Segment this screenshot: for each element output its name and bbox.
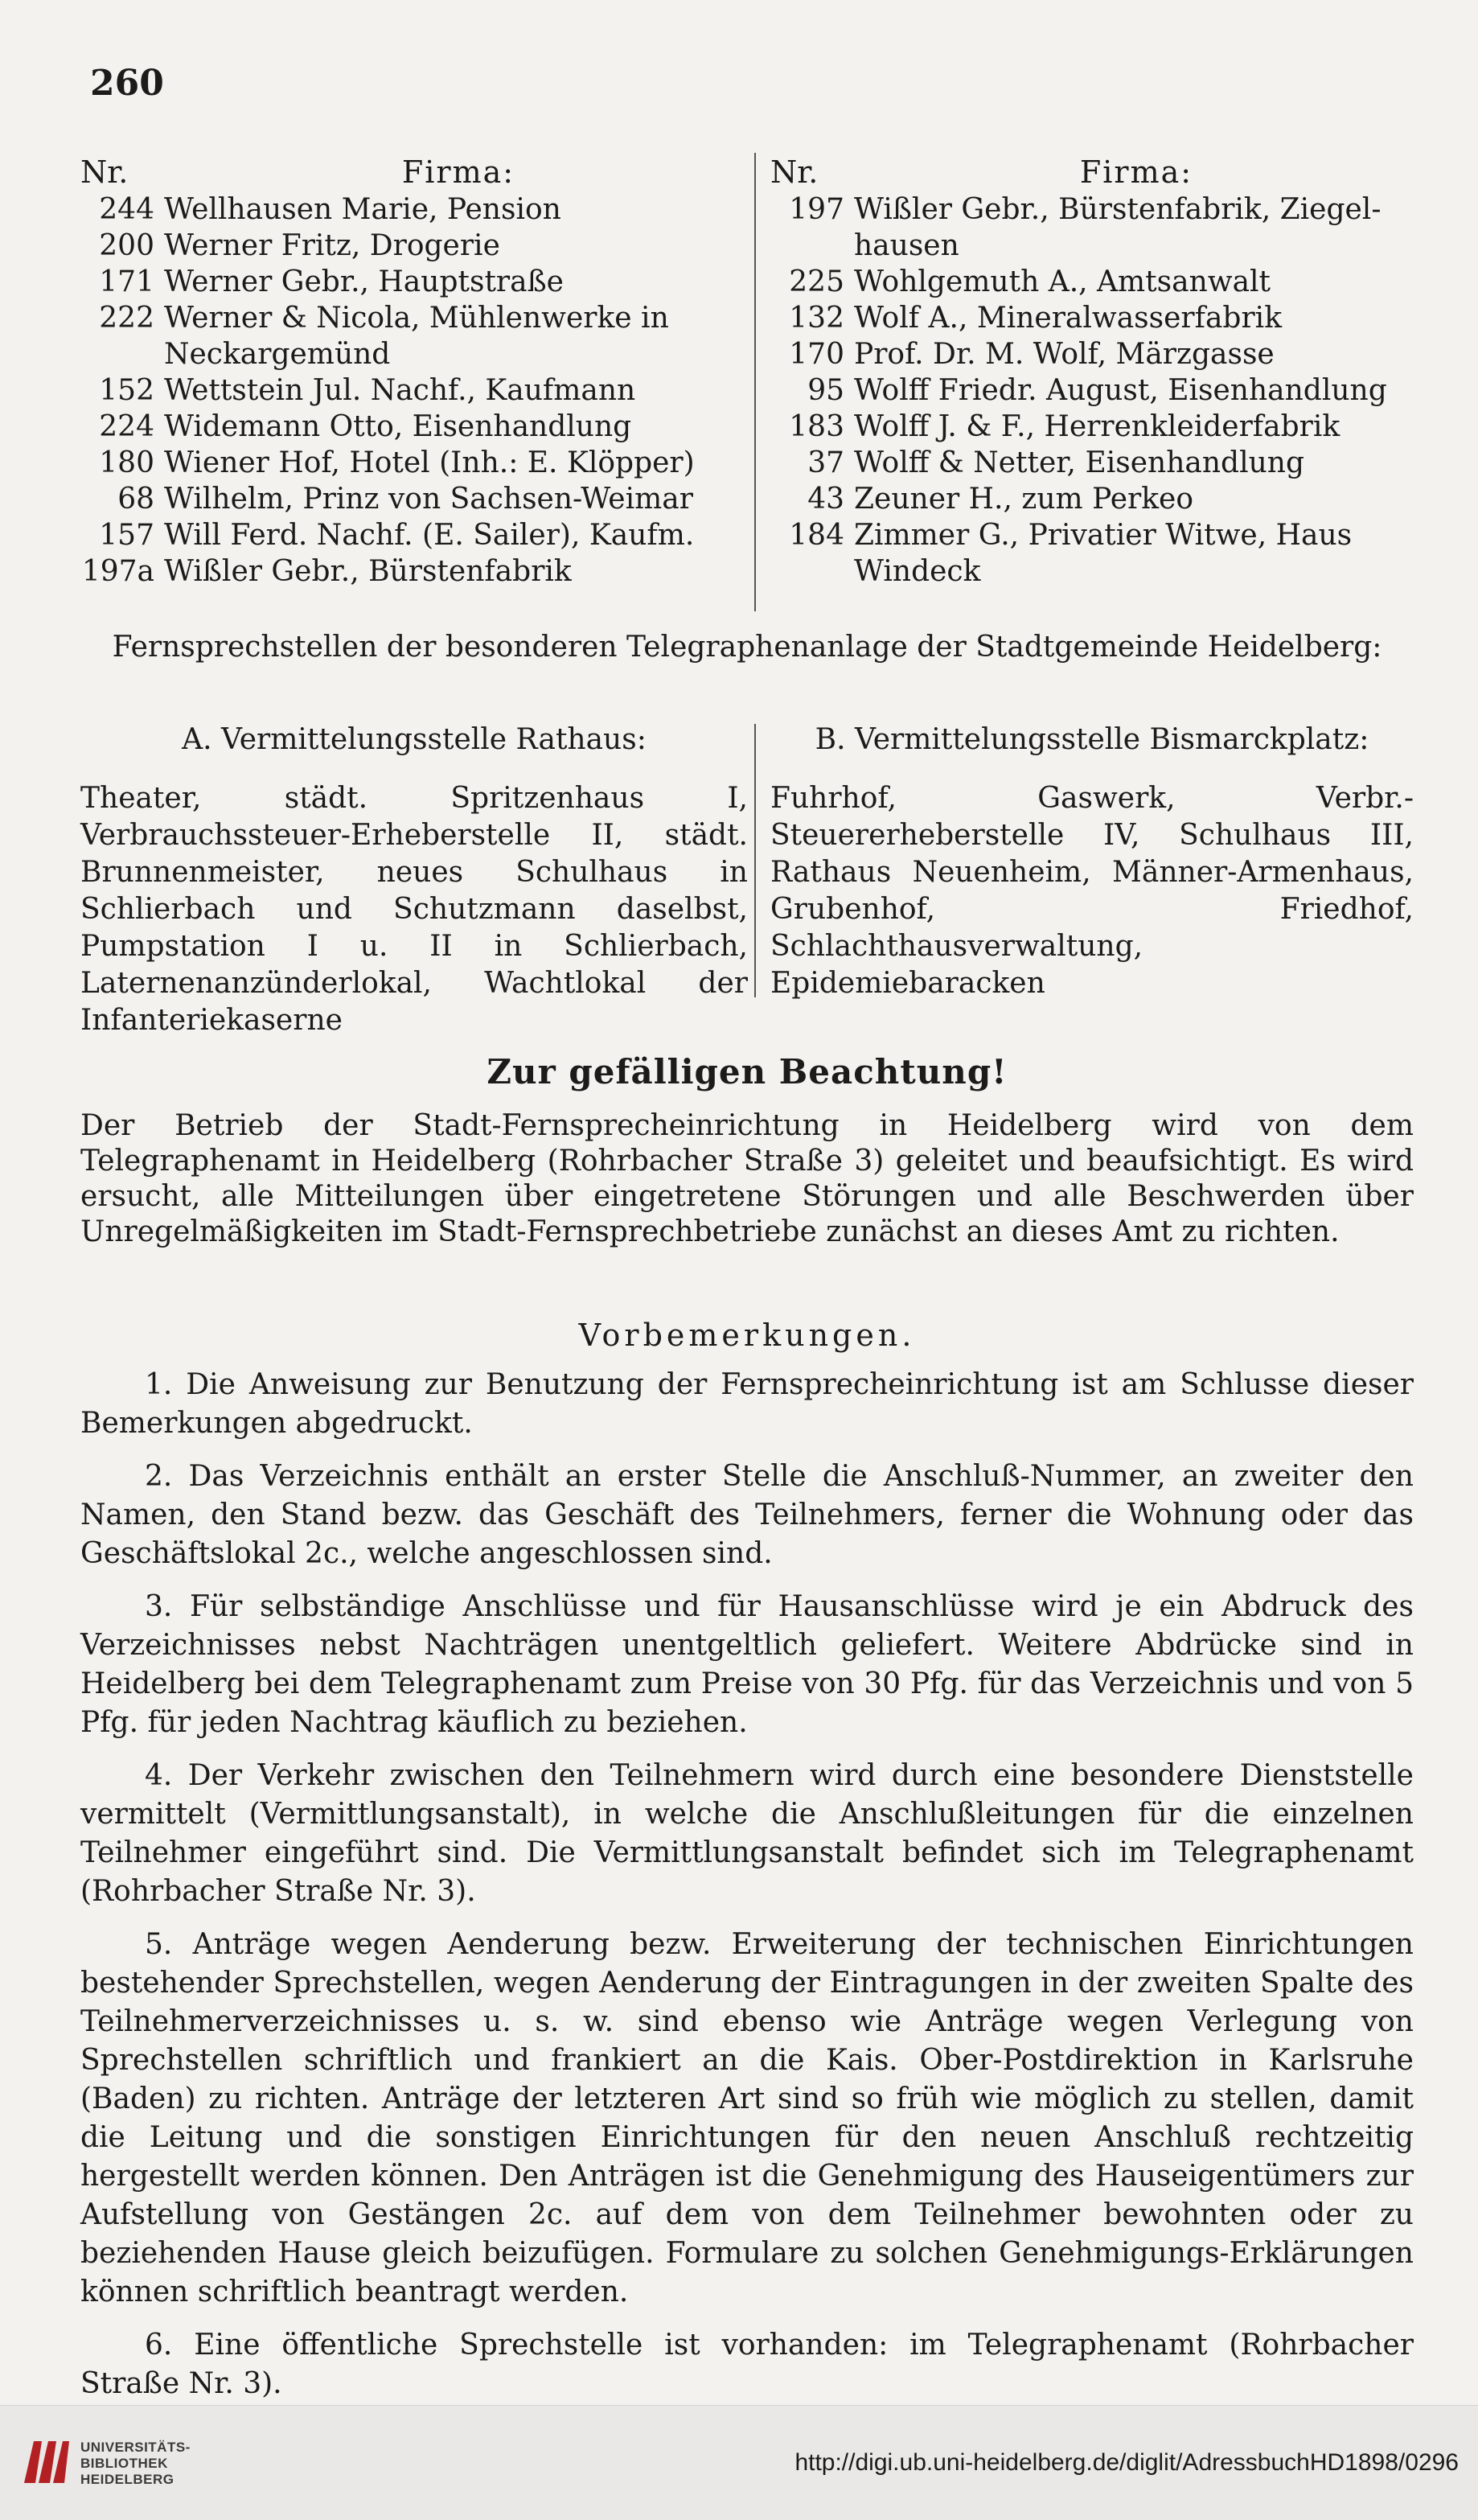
subscriber-name: Werner & Nicola, Mühlenwerke in — [164, 302, 669, 335]
connection-number — [770, 553, 854, 590]
connection-number: 132 — [789, 302, 844, 335]
subscriber-name: Wohlgemuth A., Amtsanwalt — [854, 265, 1271, 298]
listing-row — [80, 445, 748, 481]
subscriber-name: Wolf A., Mineralwasserfabrik — [854, 302, 1283, 335]
remark-paragraph: 6. Eine öffentliche Sprechstelle ist vorhanden: im Telegraphenamt (Rohrbacher Straße Nr. 3). — [80, 2329, 1414, 2400]
institution-line: HEIDELBERG — [80, 2472, 174, 2487]
listing-row — [80, 372, 748, 409]
subscriber-name: Wolff Friedr. August, Eisenhandlung — [854, 374, 1387, 407]
subscriber-name: Wettstein Jul. Nachf., Kaufmann — [164, 374, 636, 407]
connection-number: 197a — [81, 555, 154, 588]
listing-row — [80, 336, 748, 372]
switch-station-a — [80, 722, 748, 1039]
subscriber-name: Zeuner H., zum Perkeo — [854, 483, 1194, 516]
subscriber-name: Wißler Gebr., Bürstenfabrik, Ziegel- — [854, 193, 1382, 226]
connection-number: 224 — [99, 410, 154, 443]
viewer-footer — [0, 2405, 1478, 2520]
listing-row — [770, 409, 1414, 445]
remark-paragraph: 3. Für selbständige Anschlüsse und für Hausanschlüsse wird je ein Abdruck des Verzeichnisses nebst Nachträgen unentgeltlich geliefert. Weitere Abdrücke sind in Heidelberg bei dem Telegraphenamt zum Preise von 30 Pfg. für das Verzeichnis und von 5 Pfg. für jeden Nachtrag käuflich zu beziehen. — [80, 1590, 1414, 1739]
switch-station-a-title: A. Vermittelungsstelle Rathaus: — [182, 723, 647, 756]
notice-heading: Zur gefälligen Beachtung! — [487, 1052, 1008, 1091]
connection-number: 222 — [99, 302, 154, 335]
remark-paragraph: 1. Die Anweisung zur Benutzung der Fernsprecheinrichtung ist am Schlusse dieser Bemerkungen abgedruckt. — [80, 1368, 1414, 1440]
switch-station-b — [770, 722, 1414, 1002]
listing-row — [80, 264, 748, 300]
subscriber-name: Wißler Gebr., Bürstenfabrik — [164, 555, 572, 588]
connection-number: 244 — [99, 193, 154, 226]
listing-row — [770, 300, 1414, 336]
permalink-url[interactable]: http://digi.ub.uni-heidelberg.de/diglit/AdressbuchHD1898/0296 — [794, 2449, 1459, 2476]
connection-number: 170 — [789, 338, 844, 371]
column-header — [770, 153, 1414, 191]
subscriber-name: Prof. Dr. M. Wolf, Märzgasse — [854, 338, 1275, 371]
subscriber-name: Wolff J. & F., Herrenkleiderfabrik — [854, 410, 1340, 443]
connection-number — [770, 228, 854, 264]
connection-number: 95 — [807, 374, 844, 407]
subscriber-name: Wilhelm, Prinz von Sachsen-Weimar — [164, 483, 693, 516]
listing-row — [80, 409, 748, 445]
listing-row — [80, 553, 748, 590]
header-nr: Nr. — [770, 154, 819, 190]
subscriber-name: Neckargemünd — [164, 338, 391, 371]
listing-row — [770, 517, 1414, 553]
connection-number — [80, 336, 164, 372]
connection-number: 183 — [789, 410, 844, 443]
connection-number: 225 — [789, 265, 844, 298]
switch-station-a-text: Theater, städt. Spritzenhaus I, Verbrauchssteuer-Erheberstelle II, städt. Brunnenmeister, neues Schulhaus in Schlierbach und Schutzmann daselbst, Pumpstation I u. II in Schlierbach, Laternenanzünderlokal, Wachtlokal der Infanteriekaserne — [80, 782, 748, 1037]
listing-row — [770, 228, 1414, 264]
column-divider — [754, 153, 756, 611]
ub-heidelberg-logo-icon[interactable] — [18, 2435, 72, 2489]
switch-station-b-text: Fuhrhof, Gaswerk, Verbr.-Steuererheberstelle IV, Schulhaus III, Rathaus Neuenheim, Männer-Armenhaus, Grubenhof, Friedhof, Schlachthausverwaltung, Epidemiebaracken — [770, 782, 1414, 1000]
listing-column-left — [80, 153, 748, 590]
listing-row — [770, 191, 1414, 228]
switch-station-b-title: B. Vermittelungsstelle Bismarckplatz: — [815, 723, 1369, 756]
column-divider — [754, 724, 756, 997]
connection-number: 197 — [789, 193, 844, 226]
connection-number: 157 — [99, 519, 154, 552]
subscriber-name: Wiener Hof, Hotel (Inh.: E. Klöpper) — [164, 446, 695, 479]
subscriber-name: Wolff & Netter, Eisenhandlung — [854, 446, 1305, 479]
preliminary-remarks — [80, 1366, 1414, 2418]
subscriber-name: hausen — [854, 229, 959, 262]
institution-name[interactable] — [80, 2440, 191, 2488]
connection-number: 152 — [99, 374, 154, 407]
subscriber-name: Widemann Otto, Eisenhandlung — [164, 410, 632, 443]
listing-row — [80, 517, 748, 553]
column-header — [80, 153, 748, 191]
listing-row — [80, 300, 748, 336]
header-firma: Firma: — [1079, 154, 1193, 190]
connection-number: 180 — [99, 446, 154, 479]
connection-number: 184 — [789, 519, 844, 552]
page-number: 260 — [90, 63, 164, 104]
subscriber-name: Werner Gebr., Hauptstraße — [164, 265, 564, 298]
connection-number: 171 — [99, 265, 154, 298]
remark-paragraph: 5. Anträge wegen Aenderung bezw. Erweiterung der technischen Einrichtungen bestehender Sprechstellen, wegen Aenderung der Eintragungen in der zweiten Spalte des Teilnehmerverzeichnisses u. s. w. sind ebenso wie Anträge wegen Verlegung von Sprechstellen schriftlich und frankiert an die Kais. Ober-Postdirektion in Karlsruhe (Baden) zu richten. Anträge der letzteren Art sind so früh wie möglich zu stellen, damit die Leitung und die sonstigen Einrichtungen für den neuen Anschluß rechtzeitig hergestellt werden können. Den Anträgen ist die Genehmigung des Hauseigentümers zur Aufstellung von Gestängen 2c. auf dem von dem Teilnehmer bewohnten oder zu beziehenden Hause gleich beizufügen. Formulare zu solchen Genehmigungs-Erklärungen können schriftlich beantragt werden. — [80, 1928, 1414, 2308]
listing-row — [80, 228, 748, 264]
remark-paragraph: 2. Das Verzeichnis enthält an erster Stelle die Anschluß-Nummer, an zweiter den Namen, den Stand bezw. das Geschäft des Teilnehmers, ferner die Wohnung oder das Geschäftslokal 2c., welche angeschlossen sind. — [80, 1460, 1414, 1570]
listing-row — [80, 481, 748, 517]
subscriber-name: Wellhausen Marie, Pension — [164, 193, 561, 226]
listing-row — [770, 264, 1414, 300]
header-nr: Nr. — [80, 154, 129, 190]
connection-number: 68 — [117, 483, 154, 516]
connection-number: 200 — [99, 229, 154, 262]
connection-number: 37 — [807, 446, 844, 479]
subscriber-name: Zimmer G., Privatier Witwe, Haus — [854, 519, 1353, 552]
listing-row — [770, 553, 1414, 590]
subscriber-name: Will Ferd. Nachf. (E. Sailer), Kaufm. — [164, 519, 695, 552]
notice-intro: Der Betrieb der Stadt-Fernsprecheinrichtung in Heidelberg wird von dem Telegraphenamt in Heidelberg (Rohrbacher Straße 3) geleitet und beaufsichtigt. Es wird ersucht, alle Mitteilungen über eingetretene Störungen und alle Beschwerden über Unregelmäßigkeiten im Stadt-Fernsprechbetriebe zunächst an dieses Amt zu richten. — [80, 1109, 1414, 1248]
listing-column-right — [770, 153, 1414, 590]
listing-row — [770, 372, 1414, 409]
connection-number: 43 — [807, 483, 844, 516]
subscriber-name: Windeck — [854, 555, 981, 588]
listing-row — [80, 191, 748, 228]
header-firma: Firma: — [401, 154, 515, 190]
institution-line: UNIVERSITÄTS- — [80, 2440, 191, 2455]
listing-row — [770, 336, 1414, 372]
institution-line: BIBLIOTHEK — [80, 2456, 168, 2471]
subscriber-name: Werner Fritz, Drogerie — [164, 229, 500, 262]
remark-paragraph: 4. Der Verkehr zwischen den Teilnehmern wird durch eine besondere Dienststelle vermittelt (Vermittlungsanstalt), in welche die Anschlußleitungen für die einzelnen Teilnehmer eingeführt sind. Die Vermittlungsanstalt befindet sich im Telegraphenamt (Rohrbacher Straße Nr. 3). — [80, 1759, 1414, 1908]
section-title: Fernsprechstellen der besonderen Telegraphenanlage der Stadtgemeinde Heidelberg: — [112, 631, 1382, 664]
preliminary-remarks-heading: Vorbemerkungen. — [578, 1318, 916, 1353]
listing-row — [770, 445, 1414, 481]
listing-row — [770, 481, 1414, 517]
